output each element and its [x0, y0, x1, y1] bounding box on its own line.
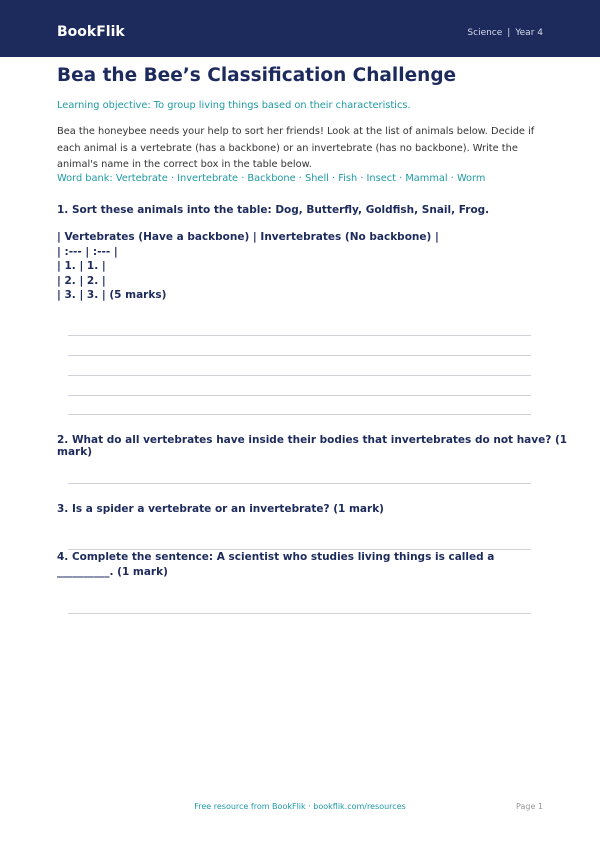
- header-bar: [0, 0, 600, 57]
- question-3: 3. Is a spider a vertebrate or an invertebrate? (1 mark): [57, 503, 384, 515]
- subject-label: Science: [467, 28, 503, 38]
- question-1: 1. Sort these animals into the table: Dog, Butterfly, Goldfish, Snail, Frog.: [57, 204, 490, 216]
- table-row: | 3. | 3. | (5 marks): [57, 289, 167, 301]
- table-header-row: | Vertebrates (Have a backbone) | Invertebrates (No backbone) |: [57, 231, 439, 243]
- answer-line[interactable]: [68, 375, 531, 376]
- question-1-table: [57, 230, 439, 303]
- page-number: Page 1: [516, 802, 543, 811]
- answer-line[interactable]: [68, 355, 531, 356]
- header-meta: [467, 28, 543, 38]
- word-bank: Word bank: Vertebrate · Invertebrate · Backbone · Shell · Fish · Insect · Mammal · Worm: [57, 173, 486, 184]
- answer-line[interactable]: [68, 483, 531, 484]
- meta-separator: |: [507, 28, 511, 38]
- learning-objective: Learning objective: To group living things based on their characteristics.: [57, 100, 411, 111]
- answer-line[interactable]: [68, 395, 531, 396]
- answer-line[interactable]: [68, 335, 531, 336]
- intro-text: Bea the honeybee needs your help to sort her friends! Look at the list of animals below. Decide if each animal is a vertebrate (has a backbone) or an invertebrate (has no backbone). Write the animal's name in the correct box in the table below.: [57, 126, 535, 170]
- question-2: 2. What do all vertebrates have inside their bodies that invertebrates do not have? (1 mark): [57, 434, 568, 458]
- answer-line[interactable]: [68, 414, 531, 415]
- page-title: Bea the Bee’s Classification Challenge: [57, 65, 457, 86]
- question-4: 4. Complete the sentence: A scientist who studies living things is called a __________. (1 mark): [57, 551, 495, 578]
- answer-line[interactable]: [68, 613, 531, 614]
- brand-logo[interactable]: BookFlik: [57, 24, 125, 40]
- footer-resource-link[interactable]: Free resource from BookFlik · bookflik.com/resources: [194, 802, 406, 811]
- table-align-row: | :--- | :--- |: [57, 245, 118, 258]
- year-label: Year 4: [515, 28, 543, 38]
- table-row: | 1. | 1. |: [57, 260, 106, 272]
- table-row: | 2. | 2. |: [57, 274, 106, 287]
